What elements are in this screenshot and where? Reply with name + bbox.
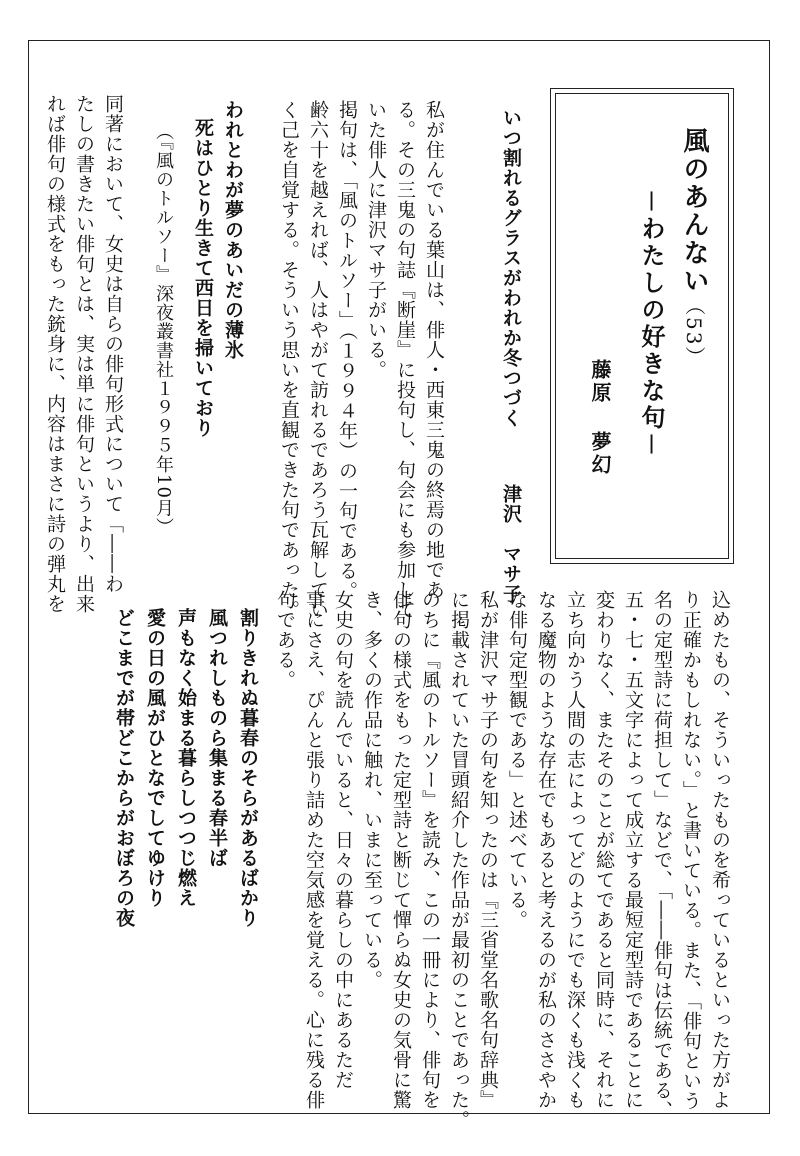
text-line: な俳句定型観である」と述べている。 [506, 590, 528, 930]
column-title-text: 風のあんない [679, 127, 709, 295]
featured-haiku [498, 108, 525, 604]
text-line: く己を自覚する。そういう思いを直観できた句であった。 [278, 100, 300, 620]
text-line: 句である。 [274, 590, 296, 690]
text-line: れば俳句の様式をもった銃身に、内容はまさに詩の弾丸を [44, 94, 66, 614]
haiku-line: 声もなく始まる暮らしつつじ燃え [175, 608, 197, 908]
text-line: 五・七・五文字によって成立する最短定型詩であることに [622, 590, 644, 1110]
text-line: 事にさえ、ぴんと張り詰めた空気感を覚える。心に残る俳 [303, 590, 325, 1110]
text-line: 齢六十を越えれば、人はやがて訪れるであろう瓦解してい [307, 100, 329, 620]
text-line: る。その三鬼の句誌『断崖』に投句し、句会にも参加して [394, 100, 416, 620]
text-line: 名の定型詩に荷担して」などで、「――俳句は伝統である、 [651, 590, 673, 1121]
text-line: 私が住んでいる葉山は、俳人・西東三鬼の終焉の地であ [423, 100, 445, 600]
text-line: 女史の句を読んでいると、日々の暮らしの中にあるただ [332, 590, 354, 1090]
text-line: 込めたもの、そういったものを希っているといった方がよ [709, 590, 731, 1110]
haiku-line: どこまでが帯どこからがおぼろの夜 [113, 608, 135, 928]
quoted-haiku-lower [108, 608, 263, 928]
text-line: 私が津沢マサ子の句を知ったのは『三省堂名歌名句辞典』 [477, 590, 499, 1110]
book-citation: （『風のトルソー』深夜叢書社１９９５年10月） [153, 122, 174, 537]
featured-haiku-text: いつ割れるグラスがわれか冬つづく [500, 108, 522, 428]
paragraph-intro [274, 100, 448, 620]
haiku-line: 割りきれぬ暮春のそらがあるばかり [237, 608, 259, 928]
author-surname: 藤原 [588, 359, 612, 405]
text-line: き、多くの作品に触れ、いまに至っている。 [361, 590, 383, 990]
haiku-line: 死はひとり生きて西日を掃いており [192, 118, 214, 438]
author-name [586, 359, 615, 477]
text-line: なる魔物のような存在でもあると考えるのが私のささやか [535, 590, 557, 1110]
text-line: 立ち向かう人間の志によってどのようにでも深くも浅くも [564, 590, 586, 1110]
haiku-line: われとわが夢のあいだの薄氷 [222, 100, 244, 360]
title-box [550, 88, 734, 564]
text-line: 俳句の様式をもった定型詩と断じて憚らぬ女史の気骨に驚 [390, 590, 412, 1110]
text-line: に掲載されていた冒頭紹介した作品が最初のことであった。 [448, 590, 470, 1130]
text-line: り正確かもしれない。」と書いている。また、「俳句という [680, 590, 702, 1111]
text-line: 掲句は、「風のトルソー」（１９９４年）の一句である。 [336, 100, 358, 601]
column-title [676, 127, 713, 368]
quoted-haiku-upper [188, 100, 248, 438]
text-line: いた俳人に津沢マサ子がいる。 [365, 100, 387, 380]
paragraph-continuation [270, 590, 734, 1130]
text-line: 同著において、女史は自らの俳句形式について「――わ [102, 94, 124, 594]
text-line: 変わりなく、またそのことが総てであると同時に、それに [593, 590, 615, 1110]
column-subtitle: －わたしの好きな句－ [637, 189, 666, 459]
text-line: たしの書きたい俳句とは、実は単に俳句というより、出来 [73, 94, 95, 614]
author-given-name: 夢幻 [588, 431, 612, 477]
haiku-line: 愛の日の風がひとなでしてゆけり [144, 608, 166, 908]
haiku-line: 風つれしものら集まる春半ば [206, 608, 228, 868]
featured-haiku-poet: 津沢 マサ子 [500, 484, 522, 604]
text-line: のちに『風のトルソー』を読み、この一冊により、俳句を [419, 590, 441, 1110]
paragraph-author-view [40, 94, 127, 614]
column-number: （53） [682, 295, 706, 369]
